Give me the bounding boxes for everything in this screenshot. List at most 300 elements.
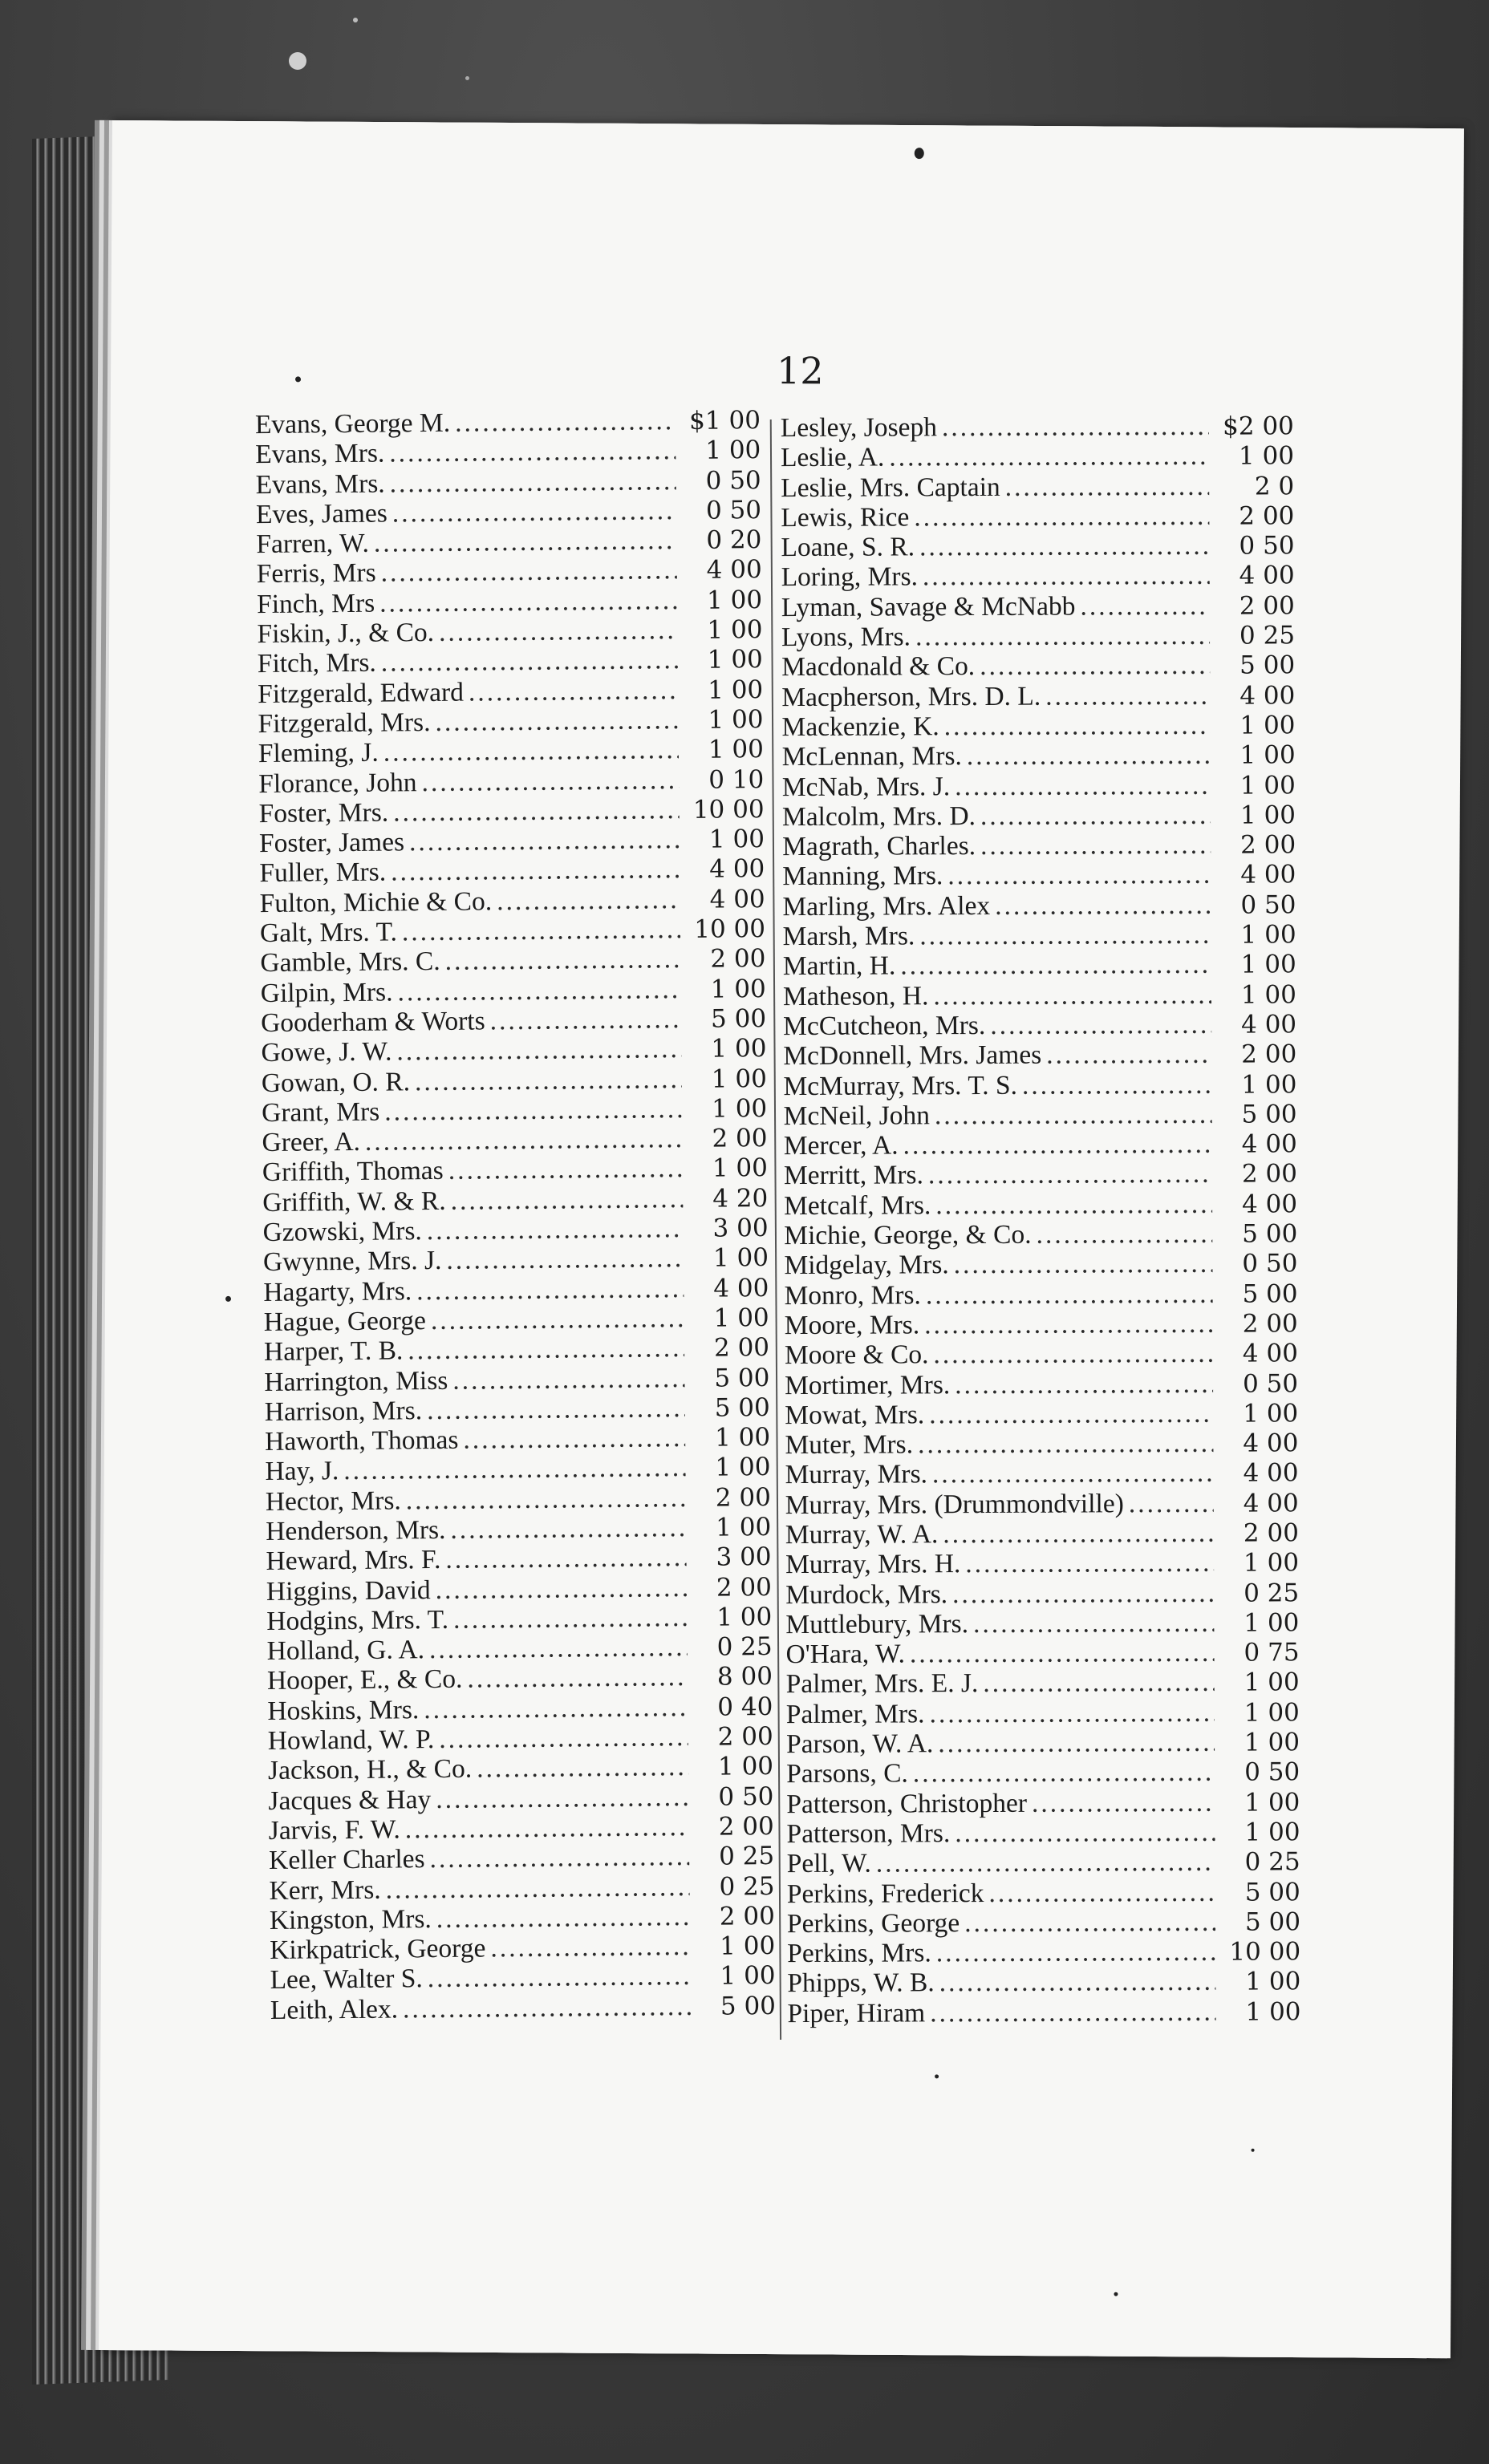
subscription-amount: 0 40 [717, 1692, 773, 1722]
subscription-amount: 1 00 [1241, 1069, 1297, 1100]
dot-leader [943, 1518, 1214, 1550]
subscriber-row [266, 1512, 771, 1546]
dot-leader [453, 1603, 688, 1635]
subscription-amount: 1 00 [711, 1093, 768, 1124]
subscription-amount: 0 50 [1242, 1368, 1299, 1399]
subscription-amount: 3 00 [712, 1214, 769, 1243]
subscriber-name: Merritt, Mrs. [783, 1160, 924, 1191]
subscription-amount: 5 00 [714, 1392, 770, 1423]
dot-leader [435, 705, 678, 737]
subscriber-row [781, 530, 1294, 562]
subscriber-name: Perkins, Frederick [786, 1878, 984, 1909]
subscriber-row [262, 1213, 768, 1247]
subscriber-name: Marsh, Mrs. [782, 921, 915, 952]
subscription-amount: 0 25 [716, 1632, 773, 1662]
subscriber-row [262, 1123, 767, 1157]
subscriber-row [259, 824, 765, 858]
subscription-amount: 2 00 [717, 1722, 773, 1752]
subscriber-name: McDonnell, Mrs. James [783, 1040, 1042, 1072]
subscription-amount: 1 00 [1244, 1608, 1300, 1638]
subscriber-row [262, 1093, 767, 1128]
subscription-amount: 3 00 [716, 1542, 772, 1572]
dot-leader [467, 1662, 688, 1694]
subscriber-name: Hooper, E., & Co. [266, 1664, 463, 1696]
subscriber-row [270, 1901, 775, 1935]
subscriber-name: Leslie, A. [780, 442, 885, 473]
dot-leader [1129, 1488, 1214, 1518]
subscription-amount: 1 00 [715, 1512, 772, 1542]
dot-leader [983, 1668, 1215, 1699]
dot-leader [889, 441, 1209, 472]
subscriber-list-left [255, 405, 776, 2025]
subscription-amount: 4 00 [713, 1273, 769, 1303]
dust-speck [353, 18, 358, 22]
subscriber-row [257, 614, 762, 649]
subscriber-name: Foster, Mrs. [258, 797, 389, 829]
subscriber-name: Kerr, Mrs. [269, 1874, 381, 1906]
dot-leader [365, 1124, 683, 1157]
subscription-amount: $1 00 [689, 406, 761, 436]
subscription-amount: 10 00 [694, 914, 766, 944]
subscriber-name: Kirkpatrick, George [270, 1933, 486, 1966]
subscription-amount: 1 00 [715, 1453, 771, 1483]
subscriber-name: Galt, Mrs. T. [259, 917, 398, 949]
dot-leader [1045, 680, 1210, 711]
subscriber-name: Evans, Mrs. [255, 468, 385, 500]
subscriber-name: Martin, H. [782, 950, 896, 982]
dot-leader [1032, 1787, 1215, 1818]
subscriber-name: Fiskin, J., & Co. [257, 618, 435, 650]
subscription-amount: 1 00 [707, 675, 764, 705]
dot-leader [489, 1004, 681, 1036]
dot-leader [415, 1064, 682, 1096]
dot-leader [926, 1279, 1213, 1310]
dot-leader [955, 1818, 1215, 1849]
subscription-amount: 1 00 [712, 1153, 769, 1184]
dot-leader [450, 1184, 683, 1216]
dot-leader [944, 711, 1211, 742]
subscriber-name: Kingston, Mrs. [269, 1903, 432, 1935]
dot-leader [384, 1094, 682, 1127]
subscriber-name: Jacques & Hay [268, 1784, 432, 1816]
subscriber-row [264, 1362, 769, 1396]
dot-leader [389, 436, 676, 468]
subscriber-name: Palmer, Mrs. [785, 1699, 925, 1729]
dot-leader [936, 1937, 1216, 1968]
subscriber-name: Gowan, O. R. [261, 1066, 411, 1098]
subscriber-name: Marling, Mrs. Alex [782, 890, 991, 922]
dot-leader [954, 1249, 1213, 1280]
subscriber-row [785, 1518, 1299, 1550]
subscriber-row [787, 1967, 1300, 1999]
subscription-amount: 5 00 [1241, 1100, 1297, 1129]
subscriber-row [269, 1841, 774, 1875]
subscription-amount: 2 00 [710, 944, 766, 975]
dust-speck [465, 76, 469, 80]
subscriber-name: Henderson, Mrs. [266, 1514, 446, 1547]
subscriber-name: Lewis, Rice [781, 502, 910, 533]
subscription-amount: 10 00 [1229, 1937, 1301, 1967]
subscriber-name: Howland, W. P. [267, 1724, 435, 1757]
dot-leader [450, 1513, 686, 1545]
subscription-amount: 0 50 [718, 1781, 774, 1812]
dot-leader [445, 1542, 687, 1574]
subscriber-row [260, 884, 765, 918]
page-number: 12 [776, 349, 824, 393]
dot-leader [444, 944, 680, 976]
subscriber-row [781, 710, 1295, 742]
dot-leader [952, 1578, 1214, 1609]
subscriber-row [265, 1452, 770, 1486]
subscription-amount: 5 00 [710, 1003, 767, 1034]
subscription-amount: 1 00 [1243, 1548, 1300, 1578]
subscriber-row [263, 1273, 769, 1307]
subscriber-row [782, 829, 1296, 861]
subscriber-row [266, 1542, 771, 1576]
dot-leader [436, 1782, 689, 1814]
subscriber-row [781, 500, 1294, 533]
subscriber-name: Harrison, Mrs. [264, 1395, 423, 1427]
dot-leader [933, 1339, 1213, 1370]
dot-leader [431, 1303, 684, 1335]
dot-leader [980, 650, 1210, 682]
dot-leader [392, 496, 677, 529]
dot-leader [924, 1309, 1213, 1340]
subscriber-name: Heward, Mrs. F. [266, 1545, 441, 1577]
subscription-amount: 4 00 [706, 555, 762, 586]
subscriber-row [258, 794, 764, 829]
subscriber-row [256, 465, 761, 500]
dot-leader [343, 1453, 686, 1485]
subscriber-name: Evans, George M. [254, 407, 451, 440]
subscriber-name: Loring, Mrs. [781, 561, 919, 593]
subscriber-name: Leslie, Mrs. Captain [781, 472, 1000, 503]
subscriber-name: Fleming, J. [258, 737, 379, 769]
subscriber-row [267, 1692, 773, 1726]
subscription-amount: 1 00 [1239, 770, 1296, 800]
subscription-amount: 5 00 [720, 1991, 777, 2021]
subscriber-row [783, 919, 1296, 951]
dot-leader [1080, 591, 1210, 622]
subscriber-row [785, 1368, 1298, 1400]
dot-leader [379, 586, 677, 618]
subscription-amount: $2 00 [1223, 411, 1294, 441]
subscription-amount: 4 20 [712, 1183, 769, 1214]
subscriber-name: Macpherson, Mrs. D. L. [781, 681, 1041, 712]
dot-leader [929, 1698, 1215, 1729]
subscriber-row [255, 405, 761, 440]
subscription-amount: 4 00 [1243, 1488, 1299, 1518]
subscriber-row [257, 585, 762, 619]
subscription-amount: 0 25 [718, 1842, 775, 1871]
subscription-amount: 0 75 [1244, 1638, 1300, 1668]
subscriber-name: Jarvis, F. W. [268, 1814, 400, 1846]
subscriber-name: Perkins, George [786, 1907, 960, 1939]
dot-leader [903, 1129, 1212, 1161]
dot-leader [919, 920, 1211, 951]
subscriber-name: Fitch, Mrs. [257, 648, 376, 679]
subscription-amount: 1 00 [708, 735, 765, 764]
subscription-amount: 1 00 [1239, 800, 1296, 830]
dot-leader [408, 1333, 684, 1366]
dot-leader [439, 615, 678, 647]
subscriber-row [266, 1631, 772, 1666]
subscriber-name: Midgelay, Mrs. [784, 1250, 949, 1281]
subscription-amount: 1 00 [720, 1931, 776, 1961]
subscriber-name: Parson, W. A. [785, 1728, 934, 1760]
dot-leader [935, 1100, 1212, 1131]
subscriber-name: McNab, Mrs. J. [781, 771, 951, 802]
subscription-amount: 1 00 [707, 615, 763, 645]
subscriber-name: Malcolm, Mrs. D. [781, 800, 976, 832]
dot-leader [1046, 1040, 1211, 1070]
subscription-amount: 5 00 [714, 1363, 770, 1393]
subscriber-row [264, 1332, 769, 1367]
subscription-amount: 1 00 [1244, 1818, 1300, 1847]
subscriber-row [782, 890, 1296, 922]
dot-leader [381, 645, 678, 678]
dot-leader [1036, 1219, 1212, 1250]
subscription-amount: 0 50 [1239, 531, 1295, 561]
subscriber-name: Moore & Co. [784, 1339, 929, 1371]
subscriber-name: Greer, A. [262, 1127, 361, 1158]
subscriber-name: Gzowski, Mrs. [262, 1216, 423, 1248]
dot-leader [424, 1692, 688, 1724]
subscription-amount: 2 00 [1243, 1518, 1299, 1548]
subscriber-name: Jackson, H., & Co. [267, 1753, 473, 1786]
subscription-amount: 2 00 [713, 1333, 770, 1363]
subscriber-row [781, 590, 1295, 622]
dot-leader [436, 1902, 690, 1934]
subscription-amount: 5 00 [1242, 1279, 1298, 1309]
dot-leader [406, 1483, 686, 1516]
subscriber-row [785, 1338, 1298, 1370]
subscriber-name: Mackenzie, K. [781, 711, 939, 743]
ink-speck [915, 148, 924, 159]
subscription-amount: 4 00 [1239, 680, 1296, 711]
subscription-amount: 2 00 [715, 1482, 772, 1513]
subscription-amount: 0 50 [705, 495, 762, 525]
dot-leader [1022, 1069, 1212, 1100]
subscriber-name: Keller Charles [268, 1844, 425, 1876]
dot-leader [429, 1842, 689, 1874]
subscriber-name: Macdonald & Co. [781, 651, 976, 683]
dot-leader [403, 1992, 691, 2024]
subscription-amount: 1 00 [716, 1602, 773, 1632]
subscriber-row [268, 1781, 773, 1816]
subscriber-name: Murray, W. A. [785, 1519, 939, 1550]
subscriber-name: Hague, George [263, 1306, 427, 1337]
subscriber-row [266, 1482, 771, 1517]
subscriber-name: Hoskins, Mrs. [267, 1694, 420, 1726]
subscription-amount: 1 00 [714, 1423, 771, 1453]
subscriber-name: Farren, W. [256, 528, 370, 560]
subscriber-row [781, 680, 1295, 712]
subscription-amount: 5 00 [1244, 1907, 1301, 1937]
subscriber-row [784, 1129, 1297, 1161]
subscriber-row [785, 1458, 1298, 1490]
subscriber-row [258, 644, 763, 679]
dot-leader [995, 890, 1211, 921]
subscriber-name: Hector, Mrs. [265, 1485, 401, 1517]
subscription-amount: 2 00 [1239, 501, 1295, 531]
dot-leader [938, 1728, 1215, 1759]
subscriber-row [783, 950, 1296, 982]
subscription-amount: 0 50 [1240, 890, 1296, 920]
dot-leader [900, 950, 1211, 981]
ink-speck [1114, 2292, 1118, 2296]
dot-leader [910, 1638, 1215, 1669]
subscription-amount: 5 00 [1242, 1219, 1298, 1249]
subscriber-name: Lesley, Joseph [780, 412, 938, 444]
subscription-amount: 0 50 [705, 465, 761, 496]
subscriber-row [781, 561, 1295, 593]
subscription-amount: 0 25 [1244, 1578, 1300, 1608]
dot-leader [469, 675, 679, 707]
subscriber-row [258, 704, 763, 739]
subscription-amount: 2 00 [719, 1901, 776, 1931]
dot-leader [967, 740, 1211, 772]
subscriber-row [785, 1428, 1298, 1460]
subscriber-name: Gowe, J. W. [261, 1036, 392, 1068]
subscriber-row [781, 620, 1295, 652]
dot-leader [416, 1274, 684, 1306]
subscriber-name: Ferris, Mrs [256, 558, 376, 590]
dot-leader [490, 1931, 690, 1964]
subscriber-name: Parsons, C. [786, 1758, 908, 1789]
subscription-amount: 4 00 [1242, 1339, 1298, 1368]
subscriber-row [781, 650, 1295, 683]
dot-leader [427, 1393, 685, 1425]
dot-leader [990, 1010, 1211, 1041]
subscriber-name: Finch, Mrs [256, 588, 375, 619]
subscriber-row [266, 1572, 772, 1607]
subscriber-row [262, 1153, 768, 1187]
subscriber-row [787, 1936, 1300, 1968]
subscription-amount: 2 00 [1242, 1309, 1298, 1339]
dot-leader [942, 411, 1209, 443]
subscriber-name: Muttlebury, Mrs. [785, 1608, 969, 1639]
subscriber-name: Piper, Hiram [787, 1998, 926, 2028]
subscription-amount: 1 00 [707, 645, 763, 675]
subscriber-row [267, 1661, 773, 1696]
subscription-amount: 0 25 [719, 1871, 775, 1902]
subscription-amount: 4 00 [1243, 1429, 1299, 1458]
subscriber-row [783, 1040, 1296, 1072]
document-page [99, 120, 1464, 2358]
subscriber-name: McNeil, John [783, 1100, 931, 1131]
dot-leader [947, 860, 1211, 891]
subscription-amount: 2 00 [1241, 1040, 1297, 1069]
dot-leader [918, 1429, 1214, 1460]
subscriber-row [258, 675, 763, 709]
subscriber-row [784, 1189, 1297, 1221]
subscriber-name: Patterson, Mrs. [786, 1818, 951, 1850]
subscriber-name: McMurray, Mrs. T. S. [783, 1070, 1018, 1101]
subscriber-row [259, 853, 765, 888]
subscriber-row [266, 1602, 772, 1636]
subscriber-name: Fitzgerald, Mrs. [258, 707, 431, 740]
dot-leader [477, 1752, 688, 1784]
dot-leader [455, 406, 676, 438]
subscriber-name: Griffith, Thomas [262, 1156, 444, 1188]
subscriber-row [781, 471, 1294, 503]
subscription-amount: 0 25 [1244, 1847, 1300, 1877]
subscriber-row [787, 1847, 1300, 1879]
subscriber-row [785, 1578, 1299, 1610]
subscription-amount: 1 00 [712, 1243, 769, 1273]
ink-speck [225, 1296, 231, 1302]
subscriber-name: Griffith, W. & R. [262, 1185, 446, 1218]
subscriber-row [270, 1960, 775, 1995]
subscription-amount: 4 00 [1239, 561, 1295, 591]
subscriber-row [784, 1159, 1297, 1191]
subscription-amount: 2 00 [1240, 830, 1296, 860]
subscription-amount: 1 00 [711, 1064, 768, 1094]
subscriber-name: Fuller, Mrs. [259, 857, 387, 889]
dot-leader [932, 1458, 1214, 1489]
subscription-amount: 2 00 [1241, 1159, 1298, 1189]
subscription-amount: 1 00 [1238, 441, 1295, 471]
subscriber-name: Murray, Mrs. (Drummondville) [785, 1488, 1124, 1520]
subscriber-name: Gilpin, Mrs. [260, 977, 393, 1008]
subscriber-name: Mowat, Mrs. [785, 1400, 925, 1430]
subscriber-row [785, 1308, 1298, 1340]
subscriber-row [269, 1871, 774, 1906]
subscription-amount: 5 00 [1244, 1877, 1300, 1907]
dot-leader [928, 1159, 1212, 1190]
dot-leader [380, 556, 676, 589]
subscriber-name: Pell, W. [786, 1848, 871, 1879]
subscriber-row [785, 1607, 1299, 1639]
subscription-amount: 1 00 [1240, 950, 1296, 979]
subscriber-name: Michie, George, & Co. [784, 1219, 1032, 1251]
subscriber-name: Hagarty, Mrs. [263, 1275, 412, 1307]
subscriber-row [783, 1009, 1296, 1041]
subscriber-row [260, 943, 765, 978]
dot-leader [383, 735, 679, 768]
subscriber-name: Holland, G. A. [266, 1635, 425, 1667]
subscriber-name: Gooderham & Worts [260, 1006, 485, 1038]
subscriber-name: Gamble, Mrs. C. [260, 946, 440, 979]
subscriber-row [261, 1033, 766, 1068]
dot-leader [428, 1961, 691, 1993]
subscriber-name: Lyons, Mrs. [781, 622, 911, 653]
subscription-amount: 1 00 [1244, 1668, 1300, 1698]
dot-leader [452, 1364, 684, 1396]
dust-speck [289, 52, 306, 70]
subscriber-name: O'Hara, W. [785, 1639, 906, 1670]
dot-leader [973, 1608, 1214, 1639]
subscriber-row [256, 495, 761, 529]
dot-leader [876, 1847, 1215, 1878]
subscriber-row [785, 1637, 1299, 1669]
dot-leader [421, 765, 679, 797]
dot-leader [980, 800, 1211, 832]
subscriber-name: Mercer, A. [783, 1130, 899, 1161]
subscriber-name: Monro, Mrs. [784, 1279, 921, 1311]
subscription-amount: 0 25 [1239, 621, 1296, 650]
subscriber-name: Lyman, Savage & McNabb [781, 591, 1076, 622]
subscription-amount: 1 00 [1244, 1728, 1300, 1757]
subscription-amount: 2 00 [1239, 591, 1295, 621]
subscriber-name: Palmer, Mrs. E. J. [785, 1668, 979, 1700]
subscriber-name: Murray, Mrs. H. [785, 1549, 961, 1580]
subscriber-row [268, 1751, 773, 1785]
subscriber-row [256, 525, 761, 559]
subscription-amount: 2 00 [716, 1572, 773, 1603]
subscriber-list-right [781, 411, 1301, 2028]
